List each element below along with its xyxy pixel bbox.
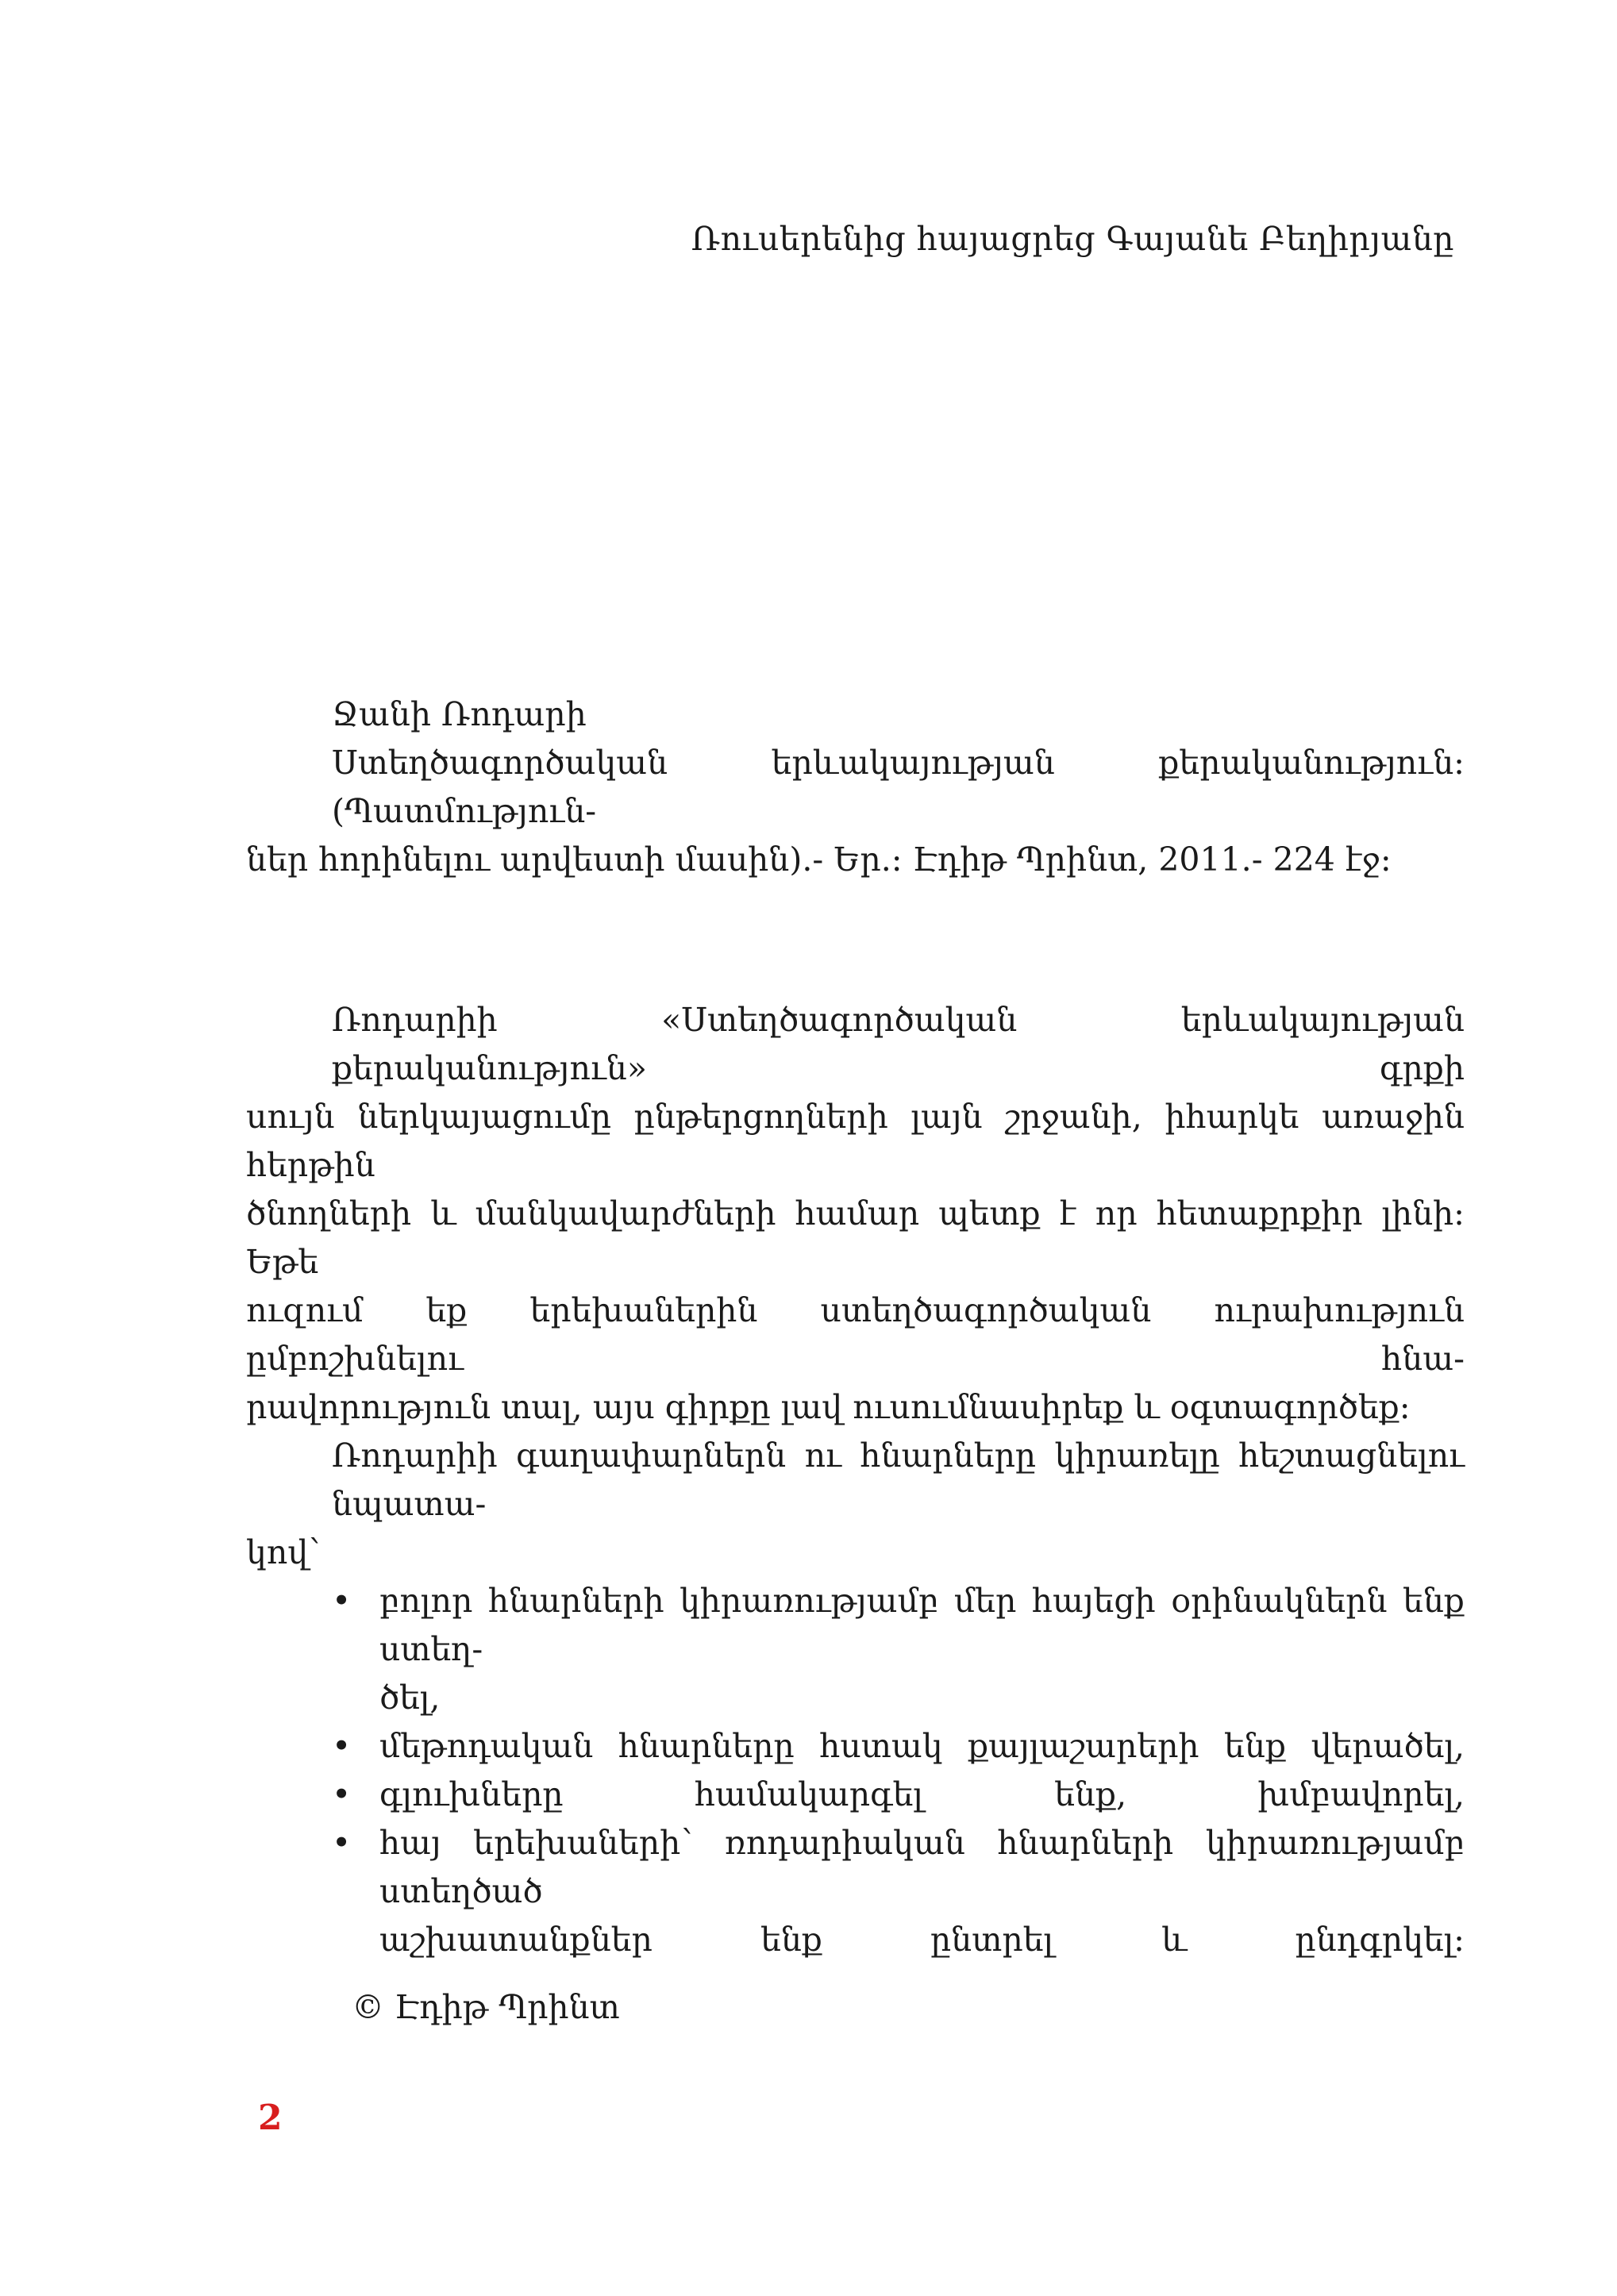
paragraph-line: սույն ներկայացումը ընթերցողների լայն շրջանի, իհարկե առաջին հերթին xyxy=(246,1098,1465,1184)
paragraph-line: Ռոդարիի գաղափարներն ու հնարները կիրառելը հեշտացնելու նպատա- xyxy=(332,1436,1465,1523)
bullet-icon: • xyxy=(332,1582,352,1620)
bullet-item xyxy=(246,1577,1465,1722)
paragraph-line: կով՝ xyxy=(246,1533,321,1571)
paragraph-line: Ռոդարիի «Ստեղծագործական երևակայության քերականություն» գրքի xyxy=(332,1001,1465,1087)
bib-author: Ջանի Ռոդարի xyxy=(332,695,587,733)
bullet-item xyxy=(246,1771,1465,1819)
bullet-line: հայ երեխաների՝ ռոդարիական հնարների կիրառությամբ ստեղծած xyxy=(379,1824,1465,1910)
bullet-item xyxy=(246,1722,1465,1771)
translator-credit: Ռուսերենից հայացրեց Գայանե Բեղիրյանը xyxy=(691,220,1454,258)
bullet-line: աշխատանքներ ենք ընտրել և ընդգրկել: xyxy=(379,1921,1465,1959)
bullet-icon: • xyxy=(332,1824,352,1862)
paragraph-line: ուզում եք երեխաներին ստեղծագործական ուրախություն ըմբոշխնելու հնա- xyxy=(246,1291,1465,1378)
bullet-line: ծել, xyxy=(379,1679,441,1717)
bullet-line: գլուխները համակարգել ենք, խմբավորել, xyxy=(379,1775,1465,1813)
bullet-icon: • xyxy=(332,1775,352,1813)
bullet-line: մեթոդական հնարները հստակ քայլաշարերի ենք վերածել, xyxy=(379,1727,1465,1765)
paragraph-line: րավորություն տալ, այս գիրքը լավ ուսումնասիրեք և օգտագործեք: xyxy=(246,1388,1411,1426)
page-number: 2 xyxy=(258,2098,283,2138)
bullet-item xyxy=(246,1819,1465,1964)
bib-line: ներ հորինելու արվեստի մասին).- Եր.: Էդիթ Պրինտ, 2011.- 224 էջ: xyxy=(246,840,1392,879)
copyright-notice: © Էդիթ Պրինտ xyxy=(352,1988,620,2026)
bullet-line: բոլոր հնարների կիրառությամբ մեր հայեցի օրինակներն ենք ստեղ- xyxy=(379,1582,1465,1668)
bullet-icon: • xyxy=(332,1727,352,1765)
paragraph-line: ծնողների և մանկավարժների համար պետք է որ հետաքրքիր լինի: Եթե xyxy=(246,1194,1465,1281)
bib-line: Ստեղծագործական երևակայության քերականություն: (Պատմություն- xyxy=(332,744,1465,830)
bullet-list xyxy=(246,1577,1465,1964)
bibliographic-record xyxy=(246,690,1465,884)
annotation-text xyxy=(246,996,1465,1964)
